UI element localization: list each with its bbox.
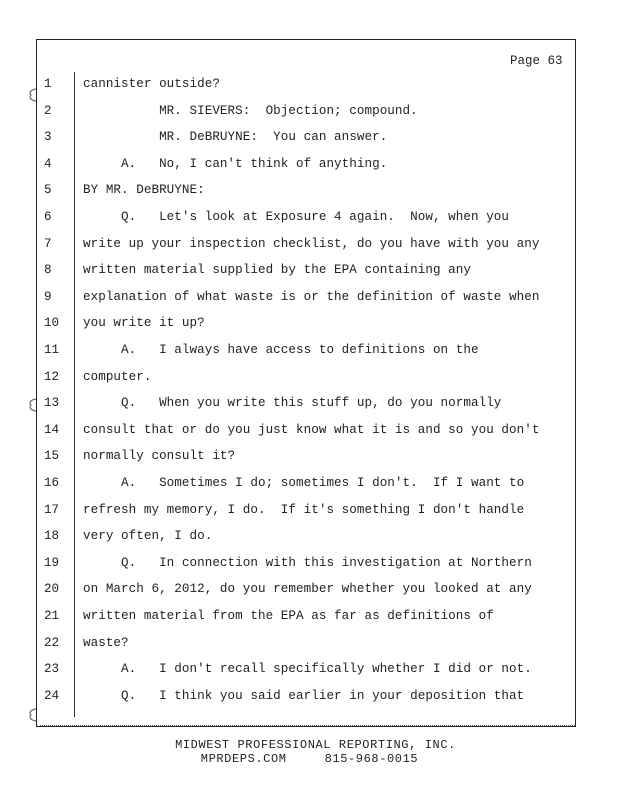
line-text: MR. SIEVERS: Objection; compound. [83,103,418,118]
line-text: Q. In connection with this investigation at Northern [83,555,532,570]
line-number: 16 [44,476,60,490]
line-text: written material from the EPA as far as definitions of [83,609,494,623]
line-number: 19 [44,555,60,570]
line-number: 12 [44,369,60,384]
line-text: Q. Let's look at Exposure 4 again. Now, when you [83,210,510,224]
line-number: 22 [44,635,60,650]
line-number: 17 [44,502,60,517]
line-text: consult that or do you just know what it is and so you don't [83,422,540,437]
line-number-divider [74,72,75,717]
line-text: waste? [83,635,129,650]
line-text: you write it up? [83,316,205,331]
line-text: cannister outside? [83,77,220,91]
line-text: normally consult it? [83,449,236,464]
line-number: 24 [44,688,60,703]
line-text: Q. When you write this stuff up, do you normally [83,396,502,411]
binding-hole-icon [28,88,37,102]
line-number: 1 [44,77,52,91]
line-number: 3 [44,130,52,145]
line-number: 14 [44,422,60,437]
line-number: 5 [44,183,52,198]
line-text: A. Sometimes I do; sometimes I don't. If I want to [83,476,525,490]
line-number: 9 [44,289,52,304]
line-number: 21 [44,609,60,623]
line-text: refresh my memory, I do. If it's something I don't handle [83,502,525,517]
line-number: 10 [44,316,60,331]
line-text: MR. DeBRUYNE: You can answer. [83,130,388,145]
binding-hole-icon [28,398,37,412]
footer-website: MPRDEPS.COM [200,752,287,766]
line-text: A. No, I can't think of anything. [83,156,388,171]
line-text: computer. [83,369,152,384]
line-text: A. I always have access to definitions on the [83,343,479,357]
footer-company: MIDWEST PROFESSIONAL REPORTING, INC. [175,738,456,752]
line-text: Q. I think you said earlier in your deposition that [83,688,525,703]
line-text: A. I don't recall specifically whether I did or not. [83,662,532,677]
line-number: 11 [44,343,60,357]
line-number: 13 [44,396,60,411]
footer-contact [0,752,619,766]
line-number: 2 [44,103,52,118]
line-text: explanation of what waste is or the definition of waste when [83,289,540,304]
binding-hole-icon [28,708,37,722]
line-text: written material supplied by the EPA containing any [83,263,471,278]
line-number: 15 [44,449,60,464]
line-number: 4 [44,156,52,171]
footer-phone: 815-968-0015 [324,752,419,766]
line-number: 8 [44,263,52,278]
line-text: BY MR. DeBRUYNE: [83,183,205,198]
line-number: 23 [44,662,60,677]
page-number: Page 63 [510,54,563,68]
line-number: 18 [44,529,60,544]
line-text: write up your inspection checklist, do you have with you any [83,236,540,251]
line-text: on March 6, 2012, do you remember whether you looked at any [83,582,532,597]
line-text: very often, I do. [83,529,213,544]
line-number: 7 [44,236,52,251]
line-number: 20 [44,582,60,597]
line-number: 6 [44,210,52,224]
